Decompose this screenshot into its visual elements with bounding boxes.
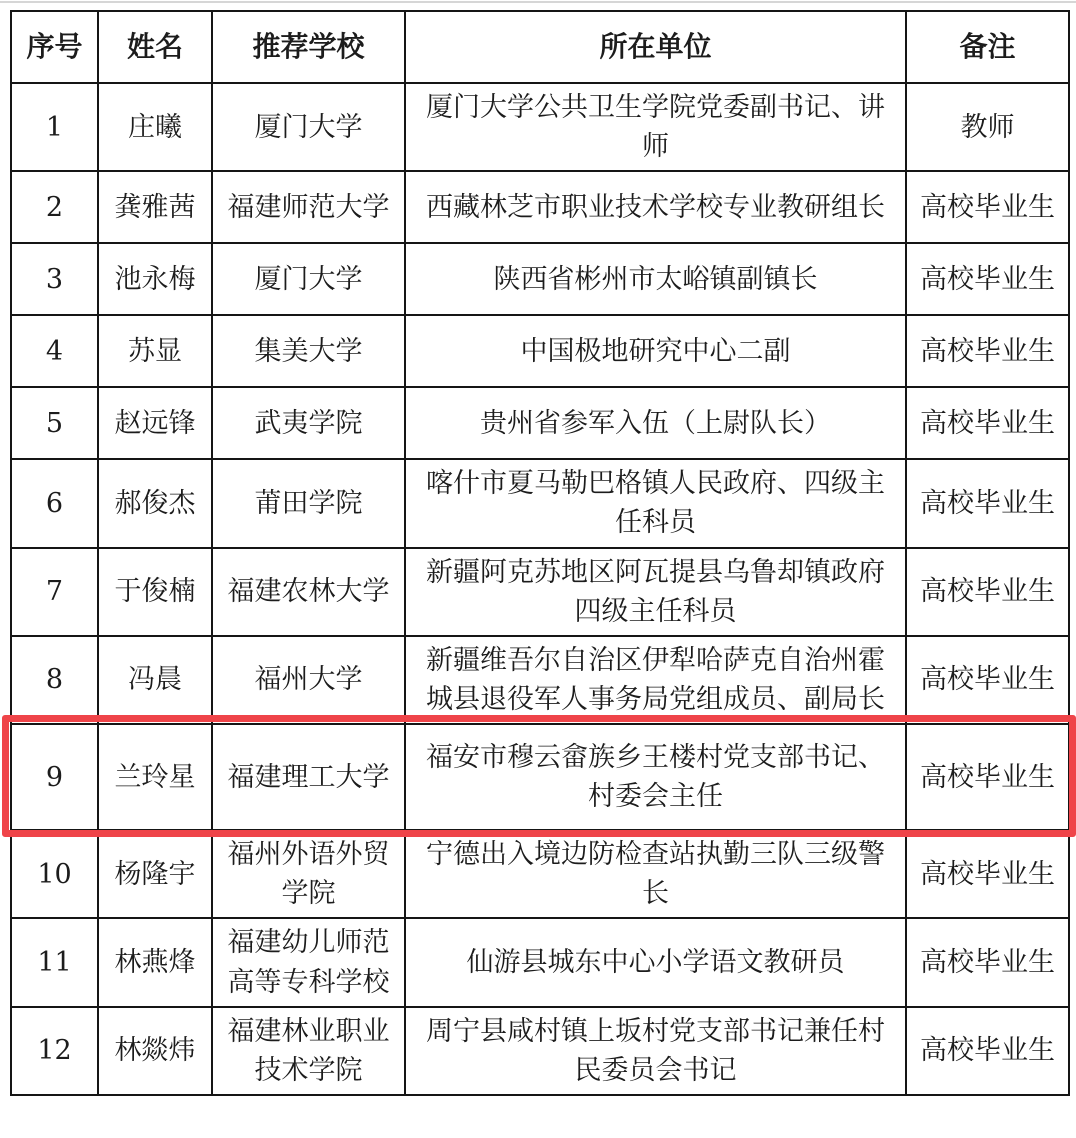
- table-row: [11, 171, 1069, 243]
- cell-remark: 高校毕业生: [906, 1007, 1069, 1095]
- cell-name: 池永梅: [98, 243, 212, 315]
- table-row: [11, 724, 1069, 830]
- header-unit: 所在单位: [405, 11, 906, 83]
- cell-name: 于俊楠: [98, 548, 212, 636]
- cell-remark: 高校毕业生: [906, 387, 1069, 459]
- cell-index: 7: [11, 548, 98, 636]
- cell-school: 厦门大学: [212, 243, 405, 315]
- table-row: [11, 243, 1069, 315]
- cell-index: 11: [11, 918, 98, 1006]
- cell-name: 林燕烽: [98, 918, 212, 1006]
- table-row: [11, 830, 1069, 918]
- cell-unit: 新疆维吾尔自治区伊犁哈萨克自治州霍城县退役军人事务局党组成员、副局长: [405, 636, 906, 724]
- cell-remark: 高校毕业生: [906, 548, 1069, 636]
- cell-remark: 高校毕业生: [906, 724, 1069, 830]
- cell-unit: 周宁县咸村镇上坂村党支部书记兼任村民委员会书记: [405, 1007, 906, 1095]
- cell-unit: 陕西省彬州市太峪镇副镇长: [405, 243, 906, 315]
- cell-school: 福州外语外贸学院: [212, 830, 405, 918]
- table-row: [11, 83, 1069, 171]
- cell-remark: 高校毕业生: [906, 918, 1069, 1006]
- cell-school: 福建理工大学: [212, 724, 405, 830]
- cell-name: 郝俊杰: [98, 459, 212, 547]
- cell-remark: 高校毕业生: [906, 459, 1069, 547]
- table-header-row: [11, 11, 1069, 83]
- header-remark: 备注: [906, 11, 1069, 83]
- cell-index: 5: [11, 387, 98, 459]
- page-top-edge-line: [0, 1, 1076, 3]
- cell-school: 福州大学: [212, 636, 405, 724]
- cell-index: 8: [11, 636, 98, 724]
- cell-school: 莆田学院: [212, 459, 405, 547]
- cell-index: 10: [11, 830, 98, 918]
- header-name: 姓名: [98, 11, 212, 83]
- cell-unit: 贵州省参军入伍（上尉队长）: [405, 387, 906, 459]
- cell-remark: 教师: [906, 83, 1069, 171]
- cell-school: 福建师范大学: [212, 171, 405, 243]
- cell-school: 福建幼儿师范高等专科学校: [212, 918, 405, 1006]
- cell-index: 4: [11, 315, 98, 387]
- recommendation-roster-table: [10, 10, 1070, 1096]
- cell-unit: 仙游县城东中心小学语文教研员: [405, 918, 906, 1006]
- table-row: [11, 315, 1069, 387]
- cell-unit: 喀什市夏马勒巴格镇人民政府、四级主任科员: [405, 459, 906, 547]
- cell-unit: 西藏林芝市职业技术学校专业教研组长: [405, 171, 906, 243]
- cell-index: 9: [11, 724, 98, 830]
- cell-name: 杨隆宇: [98, 830, 212, 918]
- cell-name: 林燚炜: [98, 1007, 212, 1095]
- cell-remark: 高校毕业生: [906, 636, 1069, 724]
- cell-name: 庄曦: [98, 83, 212, 171]
- cell-index: 3: [11, 243, 98, 315]
- cell-unit: 福安市穆云畲族乡王楼村党支部书记、村委会主任: [405, 724, 906, 830]
- cell-unit: 中国极地研究中心二副: [405, 315, 906, 387]
- cell-unit: 厦门大学公共卫生学院党委副书记、讲师: [405, 83, 906, 171]
- cell-remark: 高校毕业生: [906, 243, 1069, 315]
- table-row: [11, 548, 1069, 636]
- cell-remark: 高校毕业生: [906, 315, 1069, 387]
- cell-index: 2: [11, 171, 98, 243]
- cell-name: 赵远锋: [98, 387, 212, 459]
- header-school: 推荐学校: [212, 11, 405, 83]
- cell-index: 12: [11, 1007, 98, 1095]
- cell-unit: 宁德出入境边防检查站执勤三队三级警长: [405, 830, 906, 918]
- cell-school: 集美大学: [212, 315, 405, 387]
- table-row: [11, 459, 1069, 547]
- cell-index: 6: [11, 459, 98, 547]
- header-index: 序号: [11, 11, 98, 83]
- cell-name: 苏显: [98, 315, 212, 387]
- table-row: [11, 918, 1069, 1006]
- cell-name: 兰玲星: [98, 724, 212, 830]
- cell-school: 福建林业职业技术学院: [212, 1007, 405, 1095]
- cell-index: 1: [11, 83, 98, 171]
- cell-unit: 新疆阿克苏地区阿瓦提县乌鲁却镇政府四级主任科员: [405, 548, 906, 636]
- table-row: [11, 636, 1069, 724]
- table-row: [11, 387, 1069, 459]
- cell-name: 龚雅茜: [98, 171, 212, 243]
- cell-school: 厦门大学: [212, 83, 405, 171]
- cell-remark: 高校毕业生: [906, 171, 1069, 243]
- table-row: [11, 1007, 1069, 1095]
- cell-remark: 高校毕业生: [906, 830, 1069, 918]
- cell-school: 福建农林大学: [212, 548, 405, 636]
- cell-school: 武夷学院: [212, 387, 405, 459]
- cell-name: 冯晨: [98, 636, 212, 724]
